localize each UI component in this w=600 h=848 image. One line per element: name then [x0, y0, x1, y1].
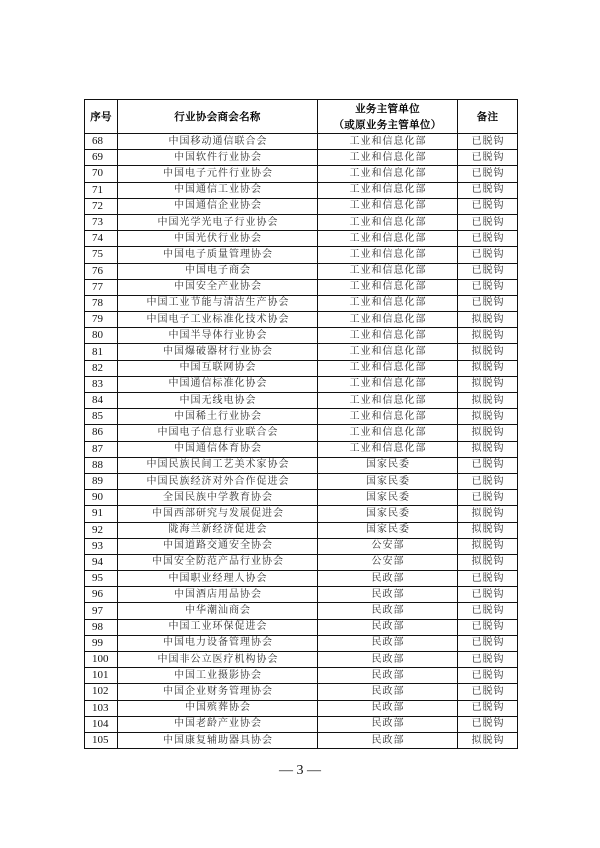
cell-name: 陇海兰新经济促进会: [118, 523, 318, 539]
cell-no: 79: [85, 312, 118, 328]
cell-name: 中国工业环保促进会: [118, 620, 318, 636]
cell-name: 中国电子信息行业联合会: [118, 425, 318, 441]
header-supervising-unit: [318, 100, 458, 134]
cell-no: 68: [85, 134, 118, 150]
table-row: [85, 636, 518, 652]
cell-no: 93: [85, 539, 118, 555]
cell-unit: 工业和信息化部: [318, 280, 458, 296]
cell-note: 拟脱钩: [458, 409, 518, 425]
table-row: [85, 620, 518, 636]
table-row: [85, 571, 518, 587]
cell-note: 已脱钩: [458, 636, 518, 652]
cell-name: 中华潮汕商会: [118, 603, 318, 619]
cell-unit: 工业和信息化部: [318, 361, 458, 377]
cell-no: 85: [85, 409, 118, 425]
cell-name: 中国道路交通安全协会: [118, 539, 318, 555]
table-row: [85, 166, 518, 182]
cell-no: 89: [85, 474, 118, 490]
cell-no: 102: [85, 684, 118, 700]
cell-name: 中国半导体行业协会: [118, 328, 318, 344]
cell-name: 中国非公立医疗机构协会: [118, 652, 318, 668]
cell-note: 已脱钩: [458, 183, 518, 199]
cell-unit: 国家民委: [318, 523, 458, 539]
cell-no: 74: [85, 231, 118, 247]
cell-unit: 公安部: [318, 555, 458, 571]
cell-name: 中国安全产业协会: [118, 280, 318, 296]
cell-name: 中国无线电协会: [118, 393, 318, 409]
cell-note: 已脱钩: [458, 717, 518, 733]
cell-name: 中国殡葬协会: [118, 701, 318, 717]
table-row: [85, 490, 518, 506]
cell-no: 84: [85, 393, 118, 409]
table-row: [85, 668, 518, 684]
cell-unit: 国家民委: [318, 490, 458, 506]
cell-no: 78: [85, 296, 118, 312]
cell-note: 已脱钩: [458, 587, 518, 603]
cell-unit: 民政部: [318, 620, 458, 636]
cell-unit: 国家民委: [318, 458, 458, 474]
table-row: [85, 603, 518, 619]
cell-name: 中国光伏行业协会: [118, 231, 318, 247]
cell-unit: 工业和信息化部: [318, 393, 458, 409]
cell-no: 105: [85, 733, 118, 749]
cell-name: 中国爆破器材行业协会: [118, 344, 318, 360]
cell-no: 88: [85, 458, 118, 474]
cell-unit: 工业和信息化部: [318, 247, 458, 263]
cell-note: 拟脱钩: [458, 344, 518, 360]
cell-note: 已脱钩: [458, 490, 518, 506]
cell-name: 中国职业经理人协会: [118, 571, 318, 587]
cell-note: 已脱钩: [458, 620, 518, 636]
cell-no: 101: [85, 668, 118, 684]
cell-unit: 工业和信息化部: [318, 134, 458, 150]
cell-name: 中国电子元件行业协会: [118, 166, 318, 182]
cell-unit: 民政部: [318, 668, 458, 684]
cell-name: 中国通信企业协会: [118, 199, 318, 215]
table-row: [85, 231, 518, 247]
table-row: [85, 717, 518, 733]
cell-note: 已脱钩: [458, 231, 518, 247]
cell-note: 拟脱钩: [458, 393, 518, 409]
table-row: [85, 539, 518, 555]
cell-unit: 工业和信息化部: [318, 215, 458, 231]
cell-note: 已脱钩: [458, 280, 518, 296]
cell-note: 已脱钩: [458, 166, 518, 182]
cell-note: 拟脱钩: [458, 539, 518, 555]
cell-no: 98: [85, 620, 118, 636]
table-row: [85, 701, 518, 717]
cell-no: 86: [85, 425, 118, 441]
cell-no: 104: [85, 717, 118, 733]
table-row: [85, 328, 518, 344]
cell-unit: 民政部: [318, 717, 458, 733]
cell-no: 87: [85, 442, 118, 458]
cell-note: 拟脱钩: [458, 506, 518, 522]
cell-unit: 民政部: [318, 636, 458, 652]
table-row: [85, 523, 518, 539]
cell-unit: 工业和信息化部: [318, 328, 458, 344]
table-row: [85, 312, 518, 328]
table-row: [85, 199, 518, 215]
header-association-name: 行业协会商会名称: [118, 100, 318, 134]
table-row: [85, 247, 518, 263]
cell-name: 中国西部研究与发展促进会: [118, 506, 318, 522]
cell-note: 已脱钩: [458, 474, 518, 490]
table-row: [85, 361, 518, 377]
cell-note: 已脱钩: [458, 199, 518, 215]
cell-unit: 工业和信息化部: [318, 296, 458, 312]
cell-name: 中国通信工业协会: [118, 183, 318, 199]
cell-name: 中国康复辅助器具协会: [118, 733, 318, 749]
cell-no: 91: [85, 506, 118, 522]
cell-note: 拟脱钩: [458, 523, 518, 539]
cell-name: 中国酒店用品协会: [118, 587, 318, 603]
table-row: [85, 409, 518, 425]
cell-note: 已脱钩: [458, 652, 518, 668]
header-serial-number: 序号: [85, 100, 118, 134]
cell-no: 97: [85, 603, 118, 619]
table-row: [85, 684, 518, 700]
cell-note: 已脱钩: [458, 264, 518, 280]
table-row: [85, 393, 518, 409]
table-header: [85, 100, 518, 134]
cell-unit: 民政部: [318, 684, 458, 700]
cell-no: 81: [85, 344, 118, 360]
cell-unit: 国家民委: [318, 474, 458, 490]
cell-note: 已脱钩: [458, 603, 518, 619]
cell-note: 拟脱钩: [458, 425, 518, 441]
cell-no: 75: [85, 247, 118, 263]
cell-name: 全国民族中学教育协会: [118, 490, 318, 506]
cell-note: 已脱钩: [458, 684, 518, 700]
table-row: [85, 215, 518, 231]
cell-unit: 民政部: [318, 587, 458, 603]
cell-no: 76: [85, 264, 118, 280]
cell-unit: 民政部: [318, 571, 458, 587]
cell-note: 拟脱钩: [458, 328, 518, 344]
table-row: [85, 425, 518, 441]
cell-name: 中国通信标准化协会: [118, 377, 318, 393]
table-row: [85, 296, 518, 312]
cell-note: 已脱钩: [458, 668, 518, 684]
cell-name: 中国移动通信联合会: [118, 134, 318, 150]
cell-no: 100: [85, 652, 118, 668]
cell-note: 拟脱钩: [458, 361, 518, 377]
table-row: [85, 555, 518, 571]
header-remarks: 备注: [458, 100, 518, 134]
cell-no: 95: [85, 571, 118, 587]
cell-note: 已脱钩: [458, 701, 518, 717]
cell-name: 中国稀土行业协会: [118, 409, 318, 425]
cell-note: 拟脱钩: [458, 442, 518, 458]
table-row: [85, 344, 518, 360]
table-body: [85, 134, 518, 749]
cell-note: 拟脱钩: [458, 312, 518, 328]
cell-unit: 民政部: [318, 603, 458, 619]
cell-note: 已脱钩: [458, 134, 518, 150]
cell-no: 96: [85, 587, 118, 603]
association-table: [84, 99, 518, 749]
cell-no: 72: [85, 199, 118, 215]
cell-no: 73: [85, 215, 118, 231]
cell-no: 69: [85, 150, 118, 166]
header-supervising-unit-line1: 业务主管单位: [355, 102, 420, 115]
cell-unit: 民政部: [318, 652, 458, 668]
cell-name: 中国老龄产业协会: [118, 717, 318, 733]
cell-note: 已脱钩: [458, 150, 518, 166]
cell-no: 77: [85, 280, 118, 296]
cell-unit: 工业和信息化部: [318, 409, 458, 425]
cell-name: 中国企业财务管理协会: [118, 684, 318, 700]
cell-name: 中国民族民间工艺美术家协会: [118, 458, 318, 474]
cell-name: 中国互联网协会: [118, 361, 318, 377]
table-row: [85, 506, 518, 522]
cell-note: 已脱钩: [458, 458, 518, 474]
cell-unit: 工业和信息化部: [318, 183, 458, 199]
cell-unit: 工业和信息化部: [318, 312, 458, 328]
cell-unit: 工业和信息化部: [318, 166, 458, 182]
cell-note: 已脱钩: [458, 247, 518, 263]
cell-name: 中国通信体育协会: [118, 442, 318, 458]
cell-no: 99: [85, 636, 118, 652]
table-row: [85, 733, 518, 749]
cell-no: 80: [85, 328, 118, 344]
cell-unit: 国家民委: [318, 506, 458, 522]
cell-unit: 公安部: [318, 539, 458, 555]
table-row: [85, 150, 518, 166]
table-row: [85, 280, 518, 296]
table-row: [85, 183, 518, 199]
cell-note: 已脱钩: [458, 571, 518, 587]
table-row: [85, 134, 518, 150]
table-row: [85, 474, 518, 490]
cell-unit: 民政部: [318, 733, 458, 749]
cell-no: 82: [85, 361, 118, 377]
cell-no: 103: [85, 701, 118, 717]
cell-name: 中国电子质量管理协会: [118, 247, 318, 263]
cell-name: 中国软件行业协会: [118, 150, 318, 166]
table-row: [85, 652, 518, 668]
cell-unit: 工业和信息化部: [318, 150, 458, 166]
table-row: [85, 264, 518, 280]
table-row: [85, 587, 518, 603]
cell-unit: 工业和信息化部: [318, 425, 458, 441]
cell-name: 中国安全防范产品行业协会: [118, 555, 318, 571]
cell-name: 中国光学光电子行业协会: [118, 215, 318, 231]
cell-unit: 工业和信息化部: [318, 231, 458, 247]
cell-no: 71: [85, 183, 118, 199]
table-row: [85, 458, 518, 474]
cell-note: 拟脱钩: [458, 733, 518, 749]
cell-name: 中国电子工业标准化技术协会: [118, 312, 318, 328]
cell-unit: 工业和信息化部: [318, 377, 458, 393]
cell-name: 中国工业摄影协会: [118, 668, 318, 684]
cell-note: 已脱钩: [458, 215, 518, 231]
cell-unit: 工业和信息化部: [318, 199, 458, 215]
page-number: — 3 —: [279, 763, 321, 778]
cell-name: 中国工业节能与清洁生产协会: [118, 296, 318, 312]
cell-unit: 工业和信息化部: [318, 344, 458, 360]
cell-no: 92: [85, 523, 118, 539]
cell-no: 90: [85, 490, 118, 506]
cell-name: 中国电力设备管理协会: [118, 636, 318, 652]
table-row: [85, 442, 518, 458]
cell-name: 中国电子商会: [118, 264, 318, 280]
cell-no: 83: [85, 377, 118, 393]
cell-unit: 工业和信息化部: [318, 264, 458, 280]
cell-note: 已脱钩: [458, 296, 518, 312]
table-row: [85, 377, 518, 393]
cell-unit: 民政部: [318, 701, 458, 717]
cell-no: 70: [85, 166, 118, 182]
cell-note: 拟脱钩: [458, 555, 518, 571]
cell-name: 中国民族经济对外合作促进会: [118, 474, 318, 490]
cell-unit: 工业和信息化部: [318, 442, 458, 458]
cell-no: 94: [85, 555, 118, 571]
cell-note: 拟脱钩: [458, 377, 518, 393]
header-supervising-unit-line2: （或原业务主管单位）: [333, 118, 442, 131]
